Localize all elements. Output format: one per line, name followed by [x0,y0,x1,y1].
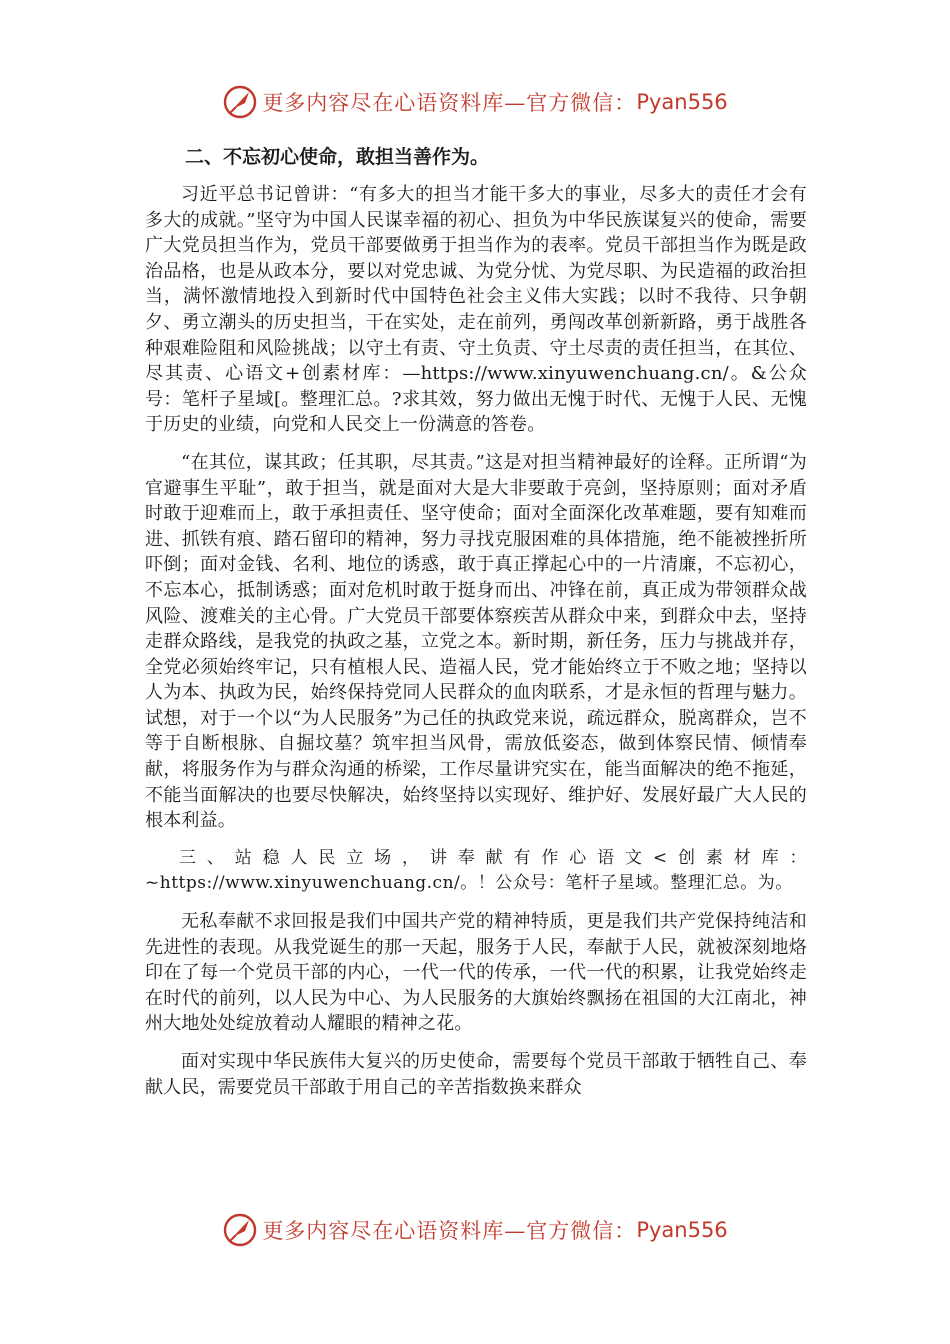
header-banner [0,80,950,124]
footer-banner [0,1208,950,1252]
banner-wechat-id: Pyan556 [636,90,728,114]
section-heading-paragraph: 三、站稳人民立场，讲奉献有作心语文<创素材库：~https://www.xinyuwenchuang.cn/。！公众号：笔杆子星域。整理汇总。为。 [145,847,807,894]
paragraph: 习近平总书记曾讲：“有多大的担当才能干多大的事业，尽多大的责任才会有多大的成就。”坚守为中国人民谋幸福的初心、担负为中华民族谋复兴的使命，需要广大党员担当作为，党员干部要做勇于担当作为的表率。党员干部担当作为既是政治品格，也是从政本分，要以对党忠诚、为党分忧、为党尽职、为民造福的政治担当，满怀激情地投入到新时代中国特色社会主义伟大实践；以时不我待、只争朝夕、勇立潮头的历史担当，干在实处，走在前列，勇闯改革创新新路，勇于战胜各种艰难险阻和风险挑战；以守土有责、守土负责、守土尽责的责任担当，在其位、尽其责、心语文+创素材库：—https://www.xinyuwenchuang.cn/。&公众号：笔杆子星域[。整理汇总。?求其效，努力做出无愧于时代、无愧于人民、无愧于历史的业绩，向党和人民交上一份满意的答卷。 [145,184,807,436]
banner-wechat-id: Pyan556 [636,1218,728,1242]
paragraph: 面对实现中华民族伟大复兴的历史使命，需要每个党员干部敢于牺牲自己、奉献人民，需要党员干部敢于用自己的辛苦指数换来群众 [145,1051,807,1098]
document-body [145,142,807,1112]
banner-title: 更多内容尽在心语资料库—官方微信： [262,91,637,115]
banner-title: 更多内容尽在心语资料库—官方微信： [262,1219,637,1243]
paragraph: “在其位，谋其政；任其职，尽其责。”这是对担当精神最好的诠释。正所谓“为官避事生平耻”，敢于担当，就是面对大是大非要敢于亮剑，坚持原则；面对矛盾时敢于迎难而上，敢于承担责任、坚守使命；面对全面深化改革难题，要有知难而进、抓铁有痕、踏石留印的精神，努力寻找克服困难的具体措施，绝不能被挫折所吓倒；面对金钱、名利、地位的诱惑，敢于真正撑起心中的一片清廉，不忘初心，不忘本心，抵制诱惑；面对危机时敢于挺身而出、冲锋在前，真正成为带领群众战风险、渡难关的主心骨。广大党员干部要体察疾苦从群众中来，到群众中去，坚持走群众路线，是我党的执政之基，立党之本。新时期，新任务，压力与挑战并存，全党必须始终牢记，只有植根人民、造福人民，党才能始终立于不败之地；坚持以人为本、执政为民，始终保持党同人民群众的血肉联系，才是永恒的哲理与魅力。试想，对于一个以“为人民服务”为己任的执政党来说，疏远群众，脱离群众，岂不等于自断根脉、自掘坟墓？筑牢担当风骨，需放低姿态，做到体察民情、倾情奉献，将服务作为与群众沟通的桥梁，工作尽量讲究实在，能当面解决的绝不拖延，不能当面解决的也要尽快解决，始终坚持以实现好、维护好、发展好最广大人民的根本利益。 [145,451,807,832]
quill-logo-icon [222,1212,258,1248]
section-heading: 二、不忘初心使命，敢担当善作为。 [185,146,490,168]
quill-logo-icon [222,84,258,120]
paragraph: 无私奉献不求回报是我们中国共产党的精神特质，更是我们共产党保持纯洁和先进性的表现。从我党诞生的那一天起，服务于人民，奉献于人民，就被深刻地烙印在了每一个党员干部的内心，一代一代的传承，一代一代的积累，让我党始终走在时代的前列，以人民为中心、为人民服务的大旗始终飘扬在祖国的大江南北，神州大地处处绽放着动人耀眼的精神之花。 [145,911,807,1035]
